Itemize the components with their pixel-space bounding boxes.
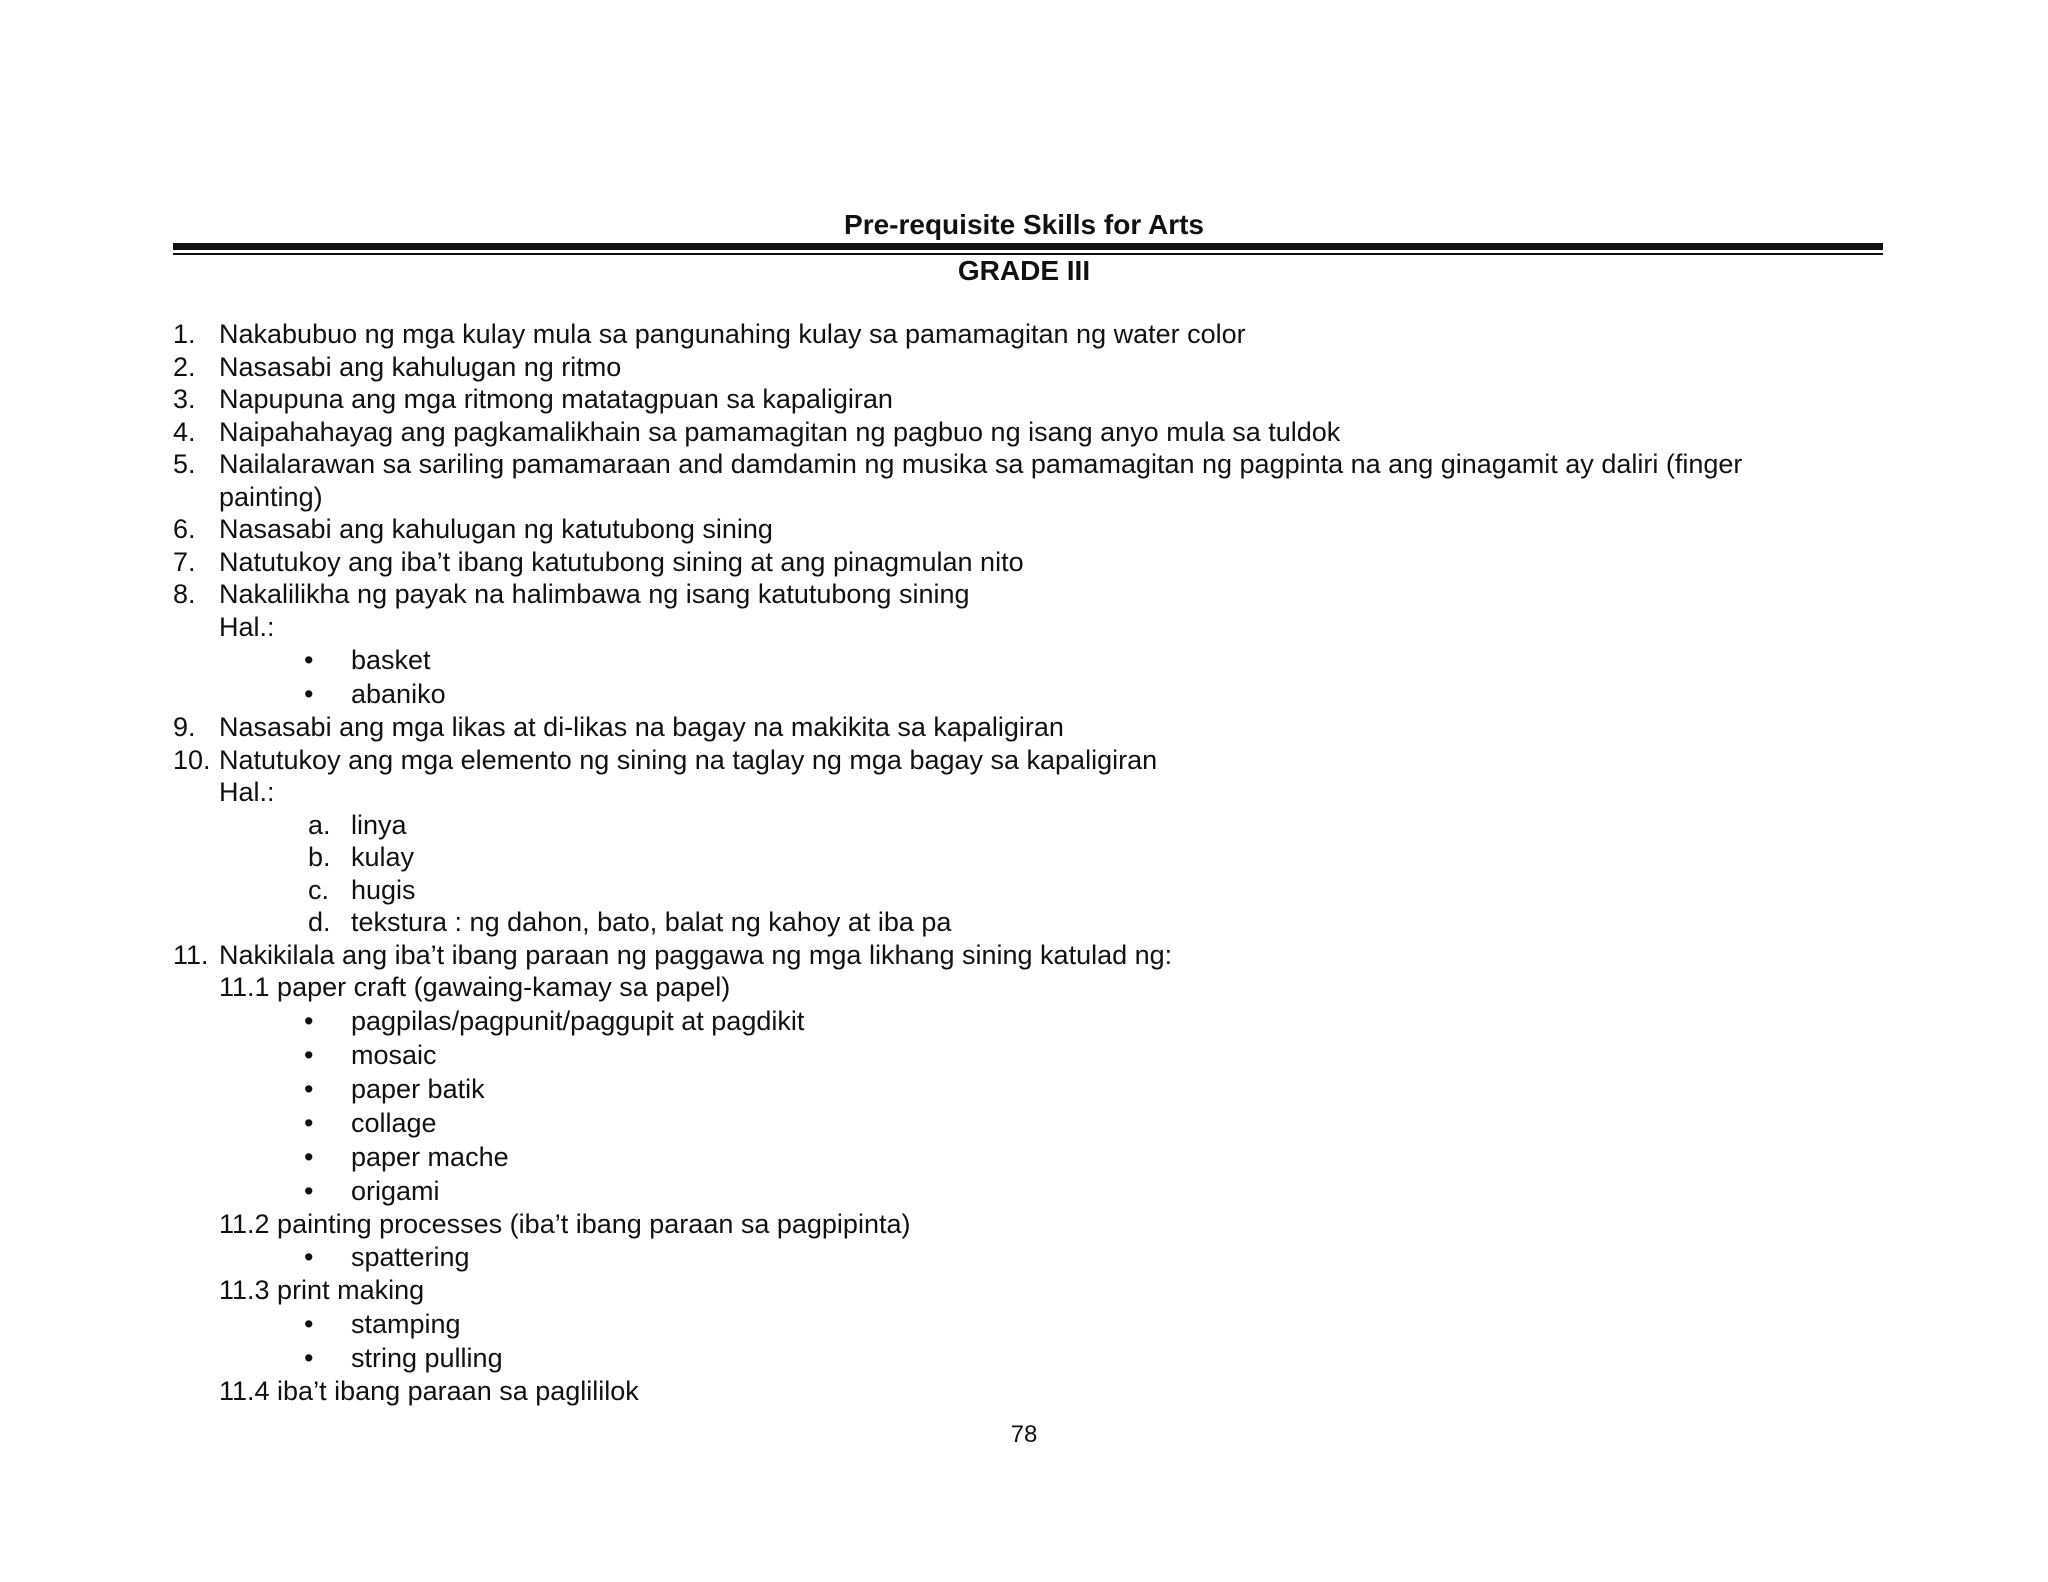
subsection-label: 11.4 iba’t ibang paraan sa paglililok xyxy=(219,1375,639,1406)
bullet-text: spattering xyxy=(351,1242,470,1272)
list-item xyxy=(173,318,1883,351)
bullet-item xyxy=(173,1174,1883,1208)
bullet-icon: • xyxy=(304,1141,314,1172)
bullet-text: origami xyxy=(351,1175,440,1206)
document-title: Pre-requisite Skills for Arts xyxy=(844,209,1204,240)
bullet-text: collage xyxy=(351,1107,437,1138)
skills-list xyxy=(173,318,1883,1407)
list-item xyxy=(173,513,1883,546)
document-subtitle: GRADE III xyxy=(957,255,1091,286)
subsection xyxy=(173,1274,1883,1307)
bullet-text: basket xyxy=(351,645,431,675)
lettered-text: kulay xyxy=(351,842,415,872)
title-rule-thick xyxy=(173,243,1883,250)
bullet-text: abaniko xyxy=(351,679,446,709)
list-item xyxy=(173,448,1883,513)
subsection-label: 11.2 painting processes (iba’t ibang paraan sa pagpipinta) xyxy=(219,1208,911,1239)
item-number: 9. xyxy=(173,712,196,742)
bullet-item xyxy=(173,1072,1883,1106)
item-text: Nasasabi ang kahulugan ng katutubong sining xyxy=(219,514,773,544)
list-item xyxy=(173,416,1883,449)
lettered-text: hugis xyxy=(351,874,416,905)
bullet-item xyxy=(173,1106,1883,1140)
bullet-item xyxy=(173,1004,1883,1038)
bullet-icon: • xyxy=(304,1073,314,1104)
example-label: Hal.: xyxy=(219,777,275,807)
bullet-text: paper mache xyxy=(351,1141,509,1172)
example-label: Hal.: xyxy=(219,611,275,642)
item-number: 10. xyxy=(173,744,211,775)
subsection xyxy=(173,1208,1883,1241)
item-number: 2. xyxy=(173,351,196,382)
bullet-item xyxy=(173,1341,1883,1375)
lettered-item xyxy=(173,809,1883,842)
letter-marker: c. xyxy=(308,874,330,905)
list-item xyxy=(173,383,1883,416)
bullet-item xyxy=(173,1038,1883,1072)
item-text: Nakikilala ang iba’t ibang paraan ng paggawa ng mga likhang sining katulad ng: xyxy=(219,939,1173,970)
list-item xyxy=(173,546,1883,579)
list-item xyxy=(173,351,1883,384)
item-text: Nasasabi ang mga likas at di-likas na bagay na makikita sa kapaligiran xyxy=(219,712,1064,742)
lettered-item xyxy=(173,841,1883,874)
list-item xyxy=(173,744,1883,809)
item-number: 7. xyxy=(173,546,196,577)
bullet-item xyxy=(173,643,1883,677)
bullet-item xyxy=(173,1307,1883,1341)
bullet-icon: • xyxy=(304,1342,314,1373)
item-number: 3. xyxy=(173,384,196,414)
item-text: Naipahahayag ang pagkamalikhain sa pamamagitan ng pagbuo ng isang anyo mula sa tuldok xyxy=(219,416,1341,447)
bullet-icon: • xyxy=(304,1039,314,1070)
item-text: Natutukoy ang iba’t ibang katutubong sining at ang pinagmulan nito xyxy=(219,546,1024,577)
item-number: 4. xyxy=(173,416,196,447)
lettered-item xyxy=(173,874,1883,907)
subsection xyxy=(173,1375,1883,1408)
bullet-text: paper batik xyxy=(351,1073,485,1104)
item-text: Nakalilikha ng payak na halimbawa ng isang katutubong sining xyxy=(219,579,970,609)
bullet-icon: • xyxy=(304,645,314,675)
item-number: 11. xyxy=(173,939,209,970)
item-text: Nasasabi ang kahulugan ng ritmo xyxy=(219,351,622,382)
list-item xyxy=(173,711,1883,744)
item-number: 5. xyxy=(173,449,196,479)
item-number: 6. xyxy=(173,514,196,544)
bullet-icon: • xyxy=(304,679,314,709)
lettered-text: linya xyxy=(351,809,407,840)
lettered-text: tekstura : ng dahon, bato, balat ng kahoy at iba pa xyxy=(351,907,952,937)
bullet-text: pagpilas/pagpunit/paggupit at pagdikit xyxy=(351,1005,805,1036)
item-text-continuation: painting) xyxy=(219,481,323,512)
bullet-icon: • xyxy=(304,1107,314,1138)
bullet-item xyxy=(173,1140,1883,1174)
letter-marker: a. xyxy=(308,809,331,840)
letter-marker: d. xyxy=(308,907,331,937)
item-text: Nakabubuo ng mga kulay mula sa pangunahing kulay sa pamamagitan ng water color xyxy=(219,319,1246,349)
subsection-label: 11.3 print making xyxy=(219,1275,425,1305)
bullet-icon: • xyxy=(304,1005,314,1036)
lettered-item xyxy=(173,906,1883,939)
bullet-text: string pulling xyxy=(351,1342,503,1373)
bullet-icon: • xyxy=(304,1175,314,1206)
list-item xyxy=(173,939,1883,1004)
letter-marker: b. xyxy=(308,842,331,872)
bullet-item xyxy=(173,677,1883,711)
item-text: Napupuna ang mga ritmong matatagpuan sa kapaligiran xyxy=(219,384,893,414)
bullet-icon: • xyxy=(304,1242,314,1272)
page-number: 78 xyxy=(1010,1421,1038,1448)
item-text: Natutukoy ang mga elemento ng sining na taglay ng mga bagay sa kapaligiran xyxy=(219,744,1158,775)
list-item xyxy=(173,578,1883,643)
item-text: Nailalarawan sa sariling pamamaraan and damdamin ng musika sa pamamagitan ng pagpinta na ang ginagamit ay daliri (finger xyxy=(219,449,1743,479)
item-number: 1. xyxy=(173,319,196,349)
bullet-text: mosaic xyxy=(351,1039,437,1070)
bullet-item xyxy=(173,1240,1883,1274)
bullet-text: stamping xyxy=(351,1308,461,1339)
subsection-label: 11.1 paper craft (gawaing-kamay sa papel) xyxy=(219,972,731,1002)
item-number: 8. xyxy=(173,579,196,609)
bullet-icon: • xyxy=(304,1308,314,1339)
